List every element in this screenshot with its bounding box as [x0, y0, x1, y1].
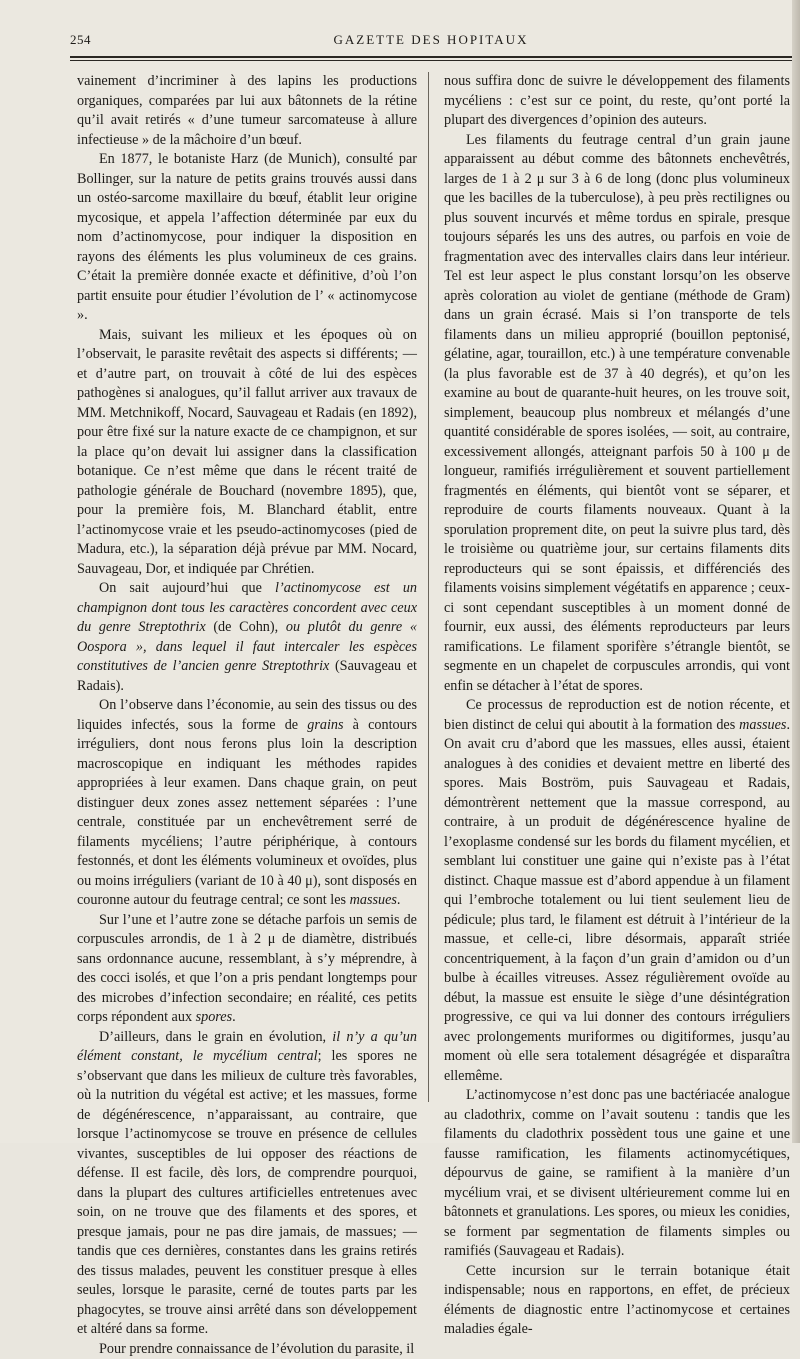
text-run: On sait aujourd’hui que — [99, 580, 275, 596]
left-column — [77, 72, 417, 1359]
paragraph: En 1877, le botaniste Harz (de Munich), consulté par Bollinger, sur la nature de petits grains trouvés aussi dans un ostéo-sarcome maxillaire du bœuf, établit leur origine mycosique, et appela l’affection déterminée par eux du nom d’actinomycose, pour indiquer la disposition en rayons des éléments les plus volumineux de ces grains. C’était la première donnée exacte et définitive, d’où l’on partit ensuite pour étudier l’évolution de l’ « actinomycose ». — [77, 150, 417, 326]
text-run: . — [232, 1009, 236, 1025]
text-run: ; les spores ne s’observant que dans les milieux de culture très favorables, où la nutrition du végétal est active; et les massues, forme de dégénérescence, n’apparaissant, au contraire, que lorsque l’actinomycose se trouve en présence de cellules vivantes, susceptibles de lui opposer des réactions de défense. Il est facile, dès lors, de comprendre pourquoi, dans la plupart des cultures artificielles entretenues avec soin, on ne trouve que des filaments et des spores, et presque jamais, pour ne pas dire jamais, de massues; — tandis que ces dernières, constantes dans les grains retirés des tissus malades, peuvent les constituer presque à elles seules, lorsque le parasite, cerné de toutes parts par les phagocytes, se trouve ainsi arrêté dans son développement et altéré dans sa forme. — [77, 1048, 417, 1337]
paragraph — [77, 1028, 417, 1340]
text-run: (Sauvageau et Radais). — [77, 658, 417, 694]
text-run: . On avait cru d’abord que les massues, elles aussi, étaient analogues à des conidies et devaient mettre en liberté des spores. Mais Boström, puis Sauvageau et Radais, démontrèrent nettement que la massue correspond, au contraire, à un produit de dégénérescence hyaline de l’exoplasme condensé sur les bords du filament mycélien, et semblant lui constituer une gaine qui n’existe pas à l’état distinct. Chaque massue est d’abord appendue à un filament qui l’embroche totalement ou lui tient seulement lieu de pédicule; plus tard, le filament est détruit à l’intérieur de la massue, et celle-ci, libre désormais, apparaît striée concentriquement, à la façon d’un grain d’amidon ou d’un bulbe à écailles vitreuses. Assez régulièrement ovoïde au début, la massue est ensuite le siège d’une désintégration progressive, ce qui va lui donner des contours irréguliers avec prolongements muriformes ou digitiformes, jusqu’au moment où elle sera totalement désagrégée et disparaîtra ellemême. — [444, 717, 790, 1084]
paragraph — [444, 696, 790, 1086]
header-rule-thin — [70, 60, 792, 61]
italic-text: spores — [196, 1009, 233, 1025]
paragraph: Pour prendre connaissance de l’évolution du parasite, il — [77, 1340, 417, 1359]
right-column — [444, 72, 790, 1340]
italic-text: grains — [307, 717, 343, 733]
paragraph: L’actinomycose n’est donc pas une bactériacée analogue au cladothrix, comme on l’avait soutenu : tandis que les filaments du cladothrix possèdent tous une gaine et une fausse ramification, les filaments actinomycétiques, dépourvus de gaine, se ramifient à la manière d’un mycélium vrai, et se divisent ultérieurement comme lui en bâtonnets et granulations. Les spores, ou mieux les conidies, se forment par segmentation de filaments simples ou ramifiés (Sauvageau et Radais). — [444, 1086, 790, 1262]
paragraph: nous suffira donc de suivre le développement des filaments mycéliens : c’est sur ce point, du reste, qu’ont porté la plupart des divergences d’opinion des auteurs. — [444, 72, 790, 131]
text-run: Ce processus de reproduction est de notion récente, et bien distinct de celui qui aboutit à la formation des — [444, 697, 790, 733]
column-divider — [428, 72, 429, 1102]
italic-text: ou plutôt du genre « Oospora », dans lequel il faut intercaler les espèces constitutives de l’ancien genre Streptothrix — [77, 619, 417, 674]
paragraph: Les filaments du feutrage central d’un grain jaune apparaissent au début comme des bâtonnets enchevêtrés, larges de 1 à 2 μ sur 3 à 6 de long (donc plus volumineux que les bacilles de la tuberculose), à peu près rectilignes ou plus souvent incurvés et même tordus en spirale, presque toujours séparés les uns des autres, ou parfois en voie de fragmentation avec des intervalles clairs dans leur intérieur. Tel est leur aspect le plus constant lorsqu’on les observe après coloration au violet de gentiane (méthode de Gram) dans un grain écrasé. Mais si l’on transporte de tels filaments dans un milieu approprié (bouillon peptonisé, gélatine, agar, touraillon, etc.) à une température convenable (la plus favorable est de 37 à 40 degrés), et qu’on les examine au bout de quarante-huit heures, on les trouve soit, simplement, beaucoup plus nombreux et mélangés d’une quantité considérable de spores isolées, — soit, au contraire, excessivement allongés, atteignant parfois 50 à 100 μ de longueur, ramifiés irrégulièrement et souvent partiellement fragmentés en éléments, qui bientôt vont se séparer, et reproduire de courts filaments nouveaux. Quant à la sporulation proprement dite, on peut la suivre plus tard, dès le troisième ou quatrième jour, sur certains filaments dits reproducteurs qui se sont épaissis, et différenciés des filaments voisins simplement végétatifs en apparence ; ceux-ci sont cependant susceptibles à un moment donné de fournir, eux aussi, des éléments reproducteurs par leurs ramifications. Le filament sporifère s’étrangle bientôt, se segmente en un chapelet de corpuscules arrondis, qui vont enfin se détacher à l’état de spores. — [444, 131, 790, 697]
paragraph — [77, 579, 417, 696]
paragraph — [77, 911, 417, 1028]
paragraph: vainement d’incriminer à des lapins les productions organiques, comparées par lui aux bâtonnets de la rétine qu’il avait retirés « d’une tumeur sarcomateuse à allure infectieuse » de la mâchoire d’un bœuf. — [77, 72, 417, 150]
page-number: 254 — [70, 32, 91, 48]
page-edge-shadow — [792, 0, 800, 1143]
text-run: D’ailleurs, dans le grain en évolution, — [99, 1029, 332, 1045]
header-rule — [70, 56, 792, 58]
paragraph: Mais, suivant les milieux et les époques où on l’observait, le parasite revêtait des aspects si différents; — et d’autre part, on trouvait à côté de lui des espèces pathogènes si analogues, qu’il fallut arriver aux travaux de MM. Metchnikoff, Nocard, Sauvageau et Radais (en 1892), pour être fixé sur la nature exacte de ce champignon, et sur la place qu’on devait lui assigner dans la classification botanique. Ce n’est même que dans le récent traité de pathologie générale de Bouchard (novembre 1895), que, pour la première fois, M. Blanchard établit, entre l’actinomycose vraie et les pseudo-actinomycoses (pied de Madura, etc.), la séparation déjà prévue par MM. Nocard, Sauvageau, Dor, et indiquée par Chrétien. — [77, 326, 417, 580]
running-title: GAZETTE DES HOPITAUX — [70, 32, 792, 48]
paragraph: Cette incursion sur le terrain botanique était indispensable; nous en rapportons, en effet, de précieux éléments de diagnostic entre l’actinomycose et certaines maladies égale- — [444, 1262, 790, 1340]
page-header — [70, 30, 792, 52]
text-run: Sur l’une et l’autre zone se détache parfois un semis de corpuscules arrondis, de 1 à 2 μ de diamètre, distribués sans ordonnance aucune, ressemblant, à s’y méprendre, à des cocci isolés, et que l’on a pris pendant longtemps pour des microbes d’infection secondaire; en réalité, ces petits corps répondent aux — [77, 912, 417, 1026]
paragraph — [77, 696, 417, 911]
italic-text: l’actinomycose est un champignon dont tous les caractères concordent avec ceux du genre Streptothrix — [77, 580, 417, 635]
text-run: (de Cohn), — [206, 619, 286, 635]
italic-text: massues — [350, 892, 397, 908]
text-run: . — [397, 892, 401, 908]
text-run: On l’observe dans l’économie, au sein des tissus ou des liquides infectés, sous la forme de — [77, 697, 417, 733]
italic-text: il n’y a qu’un élément constant, le mycélium central — [77, 1029, 417, 1065]
text-run: à contours irréguliers, dont nous ferons plus loin la description macroscopique en indiquant les méthodes rapides appropriées à leur examen. Dans chaque grain, on peut distinguer deux zones assez nettement séparées : l’une centrale, constituée par un enchevêtrement serré de filaments mycéliens; l’autre périphérique, à contours festonnés, et dont les éléments volumineux et ovoïdes, plus ou moins irréguliers (variant de 10 à 40 μ), sont disposés en couronne autour du feutrage central; ce sont les — [77, 717, 417, 909]
italic-text: massues — [739, 717, 786, 733]
